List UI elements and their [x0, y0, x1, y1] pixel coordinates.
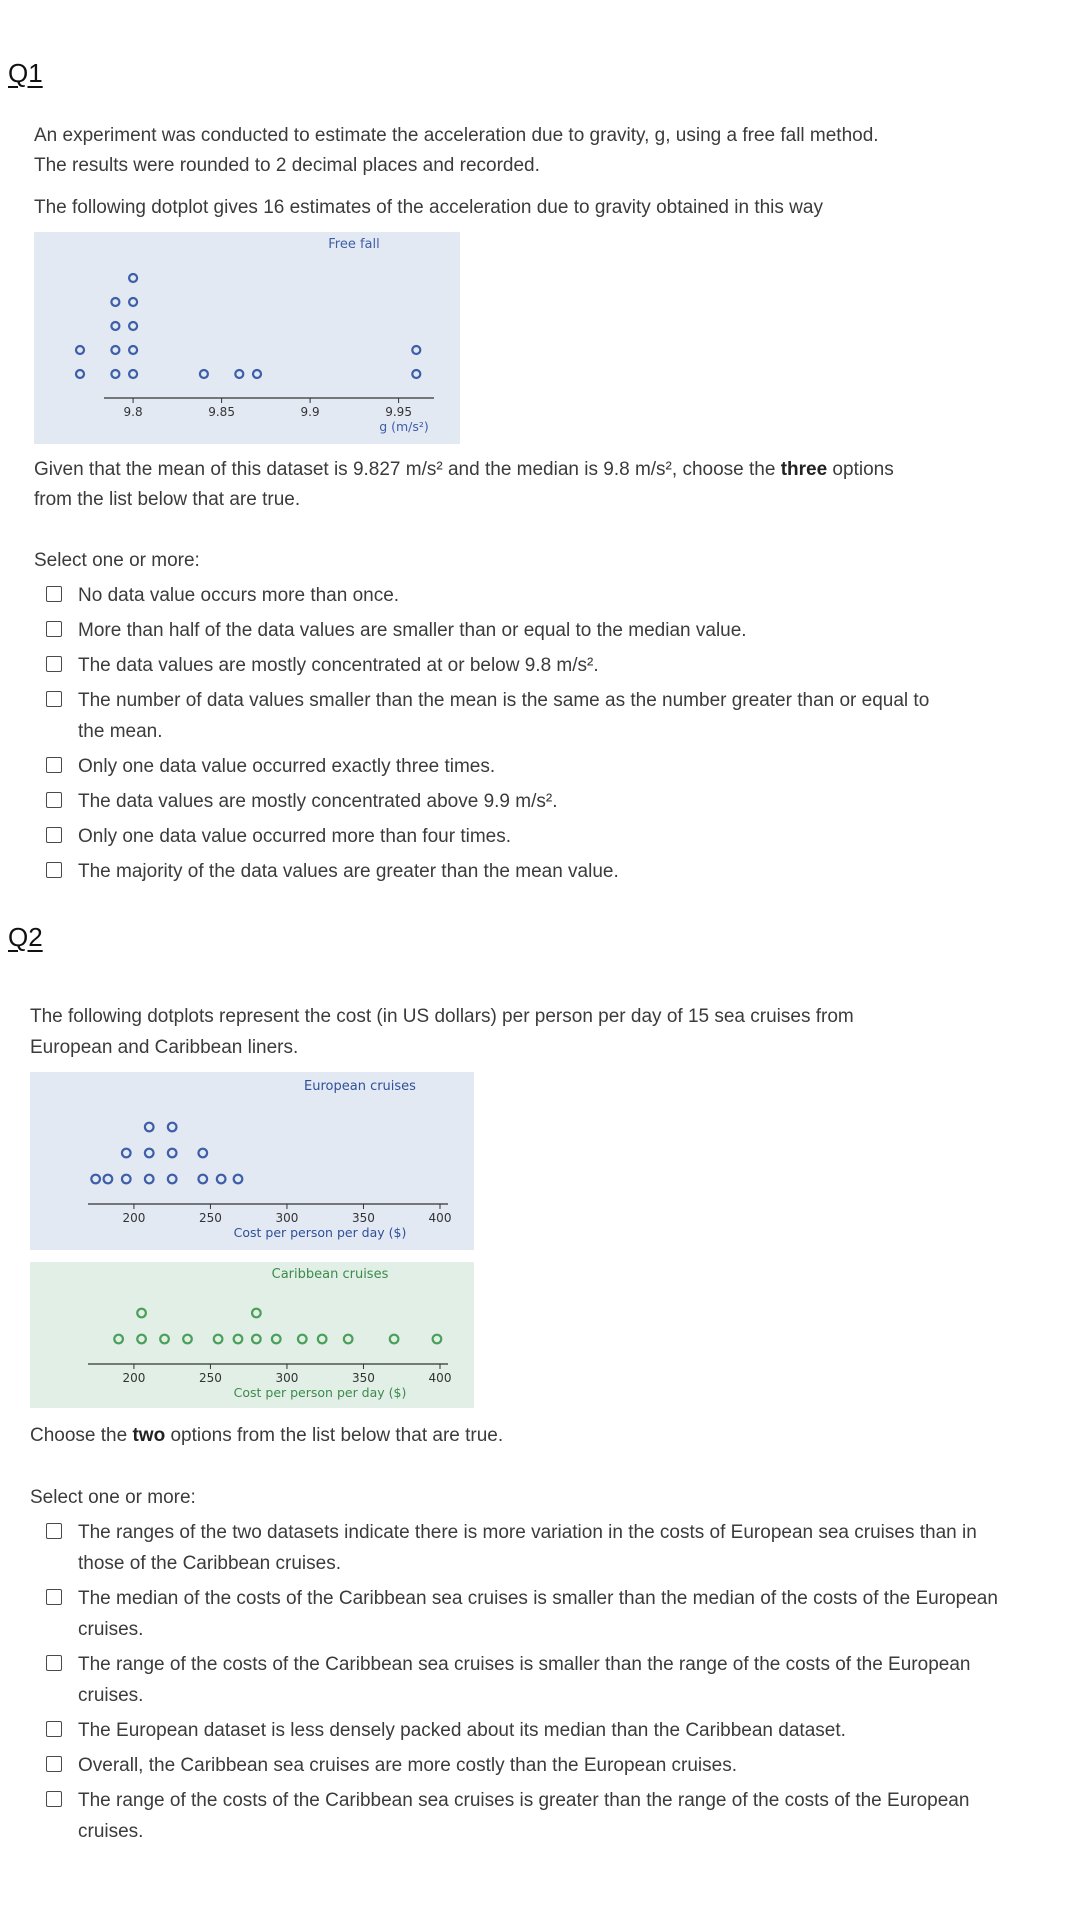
q2-option-4[interactable]: [44, 1715, 1004, 1746]
q2-choose-post: options from the list below that are true.: [165, 1425, 504, 1446]
q2-option-6-label: The range of the costs of the Caribbean sea cruises is greater than the range of the costs of the European cruises.: [78, 1790, 970, 1842]
x-tick-label: 250: [198, 1371, 222, 1385]
q1-option-7[interactable]: [44, 821, 944, 852]
q2-option-4-label: The European dataset is less densely packed about its median than the Caribbean dataset.: [78, 1720, 846, 1741]
q1-given-line-2: from the list below that are true.: [34, 489, 301, 510]
q1-option-1-checkbox[interactable]: [46, 586, 62, 602]
european-cruises-dotplot: [30, 1072, 474, 1255]
q2-option-5-checkbox[interactable]: [46, 1756, 62, 1772]
q2-choose-line: [30, 1420, 503, 1452]
q1-intro-line-1: An experiment was conducted to estimate the acceleration due to gravity, g, using a free fall method.: [34, 125, 879, 146]
q2-option-4-checkbox[interactable]: [46, 1721, 62, 1737]
plot-title: Free fall: [328, 237, 380, 252]
q2-intro-line-2: European and Caribbean liners.: [30, 1037, 299, 1058]
q1-select-label: Select one or more:: [34, 550, 200, 571]
q2-option-5[interactable]: [44, 1750, 1004, 1781]
q1-option-4[interactable]: [44, 685, 944, 747]
x-tick-label: 300: [275, 1211, 299, 1225]
q2-option-1-label: The ranges of the two datasets indicate there is more variation in the costs of European sea cruises than in those of the Caribbean cruises.: [78, 1522, 977, 1574]
q2-choose-bold: two: [132, 1425, 166, 1446]
q1-given-pre: Given that the mean of this dataset is 9.827 m/s² and the median is 9.8 m/s², choose the: [34, 459, 781, 480]
q1-option-6-checkbox[interactable]: [46, 792, 62, 808]
q2-option-2-label: The median of the costs of the Caribbean sea cruises is smaller than the median of the costs of the European cruises.: [78, 1588, 998, 1640]
q1-option-5-label: Only one data value occurred exactly three times.: [78, 756, 496, 777]
q1-option-6-label: The data values are mostly concentrated above 9.9 m/s².: [78, 791, 558, 812]
q1-option-2[interactable]: [44, 615, 944, 646]
x-tick-label: 400: [428, 1211, 452, 1225]
q1-given-line-1: [34, 454, 894, 486]
question-1-heading: Q1: [8, 58, 43, 88]
question-2-heading: Q2: [8, 922, 43, 952]
q2-intro-line-1: The following dotplots represent the cost (in US dollars) per person per day of 15 sea cruises from: [30, 1006, 854, 1027]
q1-option-2-label: More than half of the data values are smaller than or equal to the median value.: [78, 620, 747, 641]
q1-option-8-label: The majority of the data values are greater than the mean value.: [78, 861, 619, 882]
x-tick-label: 9.95: [385, 405, 412, 419]
q1-option-1-label: No data value occurs more than once.: [78, 585, 400, 606]
x-tick-label: 350: [352, 1211, 375, 1225]
q2-option-3[interactable]: [44, 1649, 1004, 1711]
x-axis-label: Cost per person per day ($): [233, 1385, 407, 1400]
x-tick-label: 250: [198, 1211, 222, 1225]
q1-option-8[interactable]: [44, 856, 944, 887]
q1-option-6[interactable]: [44, 786, 944, 817]
x-tick-label: 200: [122, 1371, 146, 1385]
q2-option-1[interactable]: [44, 1517, 1004, 1579]
x-tick-label: 9.8: [123, 405, 143, 419]
free-fall-dotplot-svg: [34, 232, 460, 444]
q2-option-6[interactable]: [44, 1785, 1004, 1847]
x-tick-label: 400: [428, 1371, 452, 1385]
q1-option-7-checkbox[interactable]: [46, 827, 62, 843]
caribbean-cruises-dotplot: [30, 1262, 474, 1413]
q1-option-7-label: Only one data value occurred more than four times.: [78, 826, 512, 847]
european-cruises-dotplot-svg: [30, 1072, 474, 1250]
q2-option-6-checkbox[interactable]: [46, 1791, 62, 1807]
plot-title: Caribbean cruises: [271, 1267, 389, 1282]
q1-option-5-checkbox[interactable]: [46, 757, 62, 773]
q2-option-2-checkbox[interactable]: [46, 1589, 62, 1605]
q2-option-3-checkbox[interactable]: [46, 1655, 62, 1671]
q2-option-3-label: The range of the costs of the Caribbean sea cruises is smaller than the range of the costs of the European cruises.: [78, 1654, 971, 1706]
q2-option-5-label: Overall, the Caribbean sea cruises are more costly than the European cruises.: [78, 1755, 737, 1776]
plot-title: European cruises: [304, 1079, 416, 1094]
q1-option-3-label: The data values are mostly concentrated at or below 9.8 m/s².: [78, 655, 599, 676]
q1-dotplot: [34, 232, 460, 449]
q1-option-2-checkbox[interactable]: [46, 621, 62, 637]
q1-option-3-checkbox[interactable]: [46, 656, 62, 672]
q2-choose-pre: Choose the: [30, 1425, 133, 1446]
q2-option-2[interactable]: [44, 1583, 1004, 1645]
q1-option-4-checkbox[interactable]: [46, 691, 62, 707]
q1-options-list: [44, 580, 944, 891]
x-tick-label: 300: [275, 1371, 299, 1385]
x-tick-label: 200: [122, 1211, 146, 1225]
x-axis-label: Cost per person per day ($): [233, 1225, 407, 1240]
q1-given-bold: three: [780, 459, 828, 480]
x-axis-label: g (m/s²): [379, 419, 429, 434]
caribbean-cruises-dotplot-svg: [30, 1262, 474, 1408]
q2-select-label: Select one or more:: [30, 1487, 196, 1508]
x-tick-label: 9.9: [300, 405, 320, 419]
x-tick-label: 9.85: [208, 405, 235, 419]
q1-intro-line-2: The results were rounded to 2 decimal places and recorded.: [34, 155, 540, 176]
x-tick-label: 350: [352, 1371, 375, 1385]
q1-option-8-checkbox[interactable]: [46, 862, 62, 878]
plot-background: [30, 1072, 474, 1250]
q1-option-4-label: The number of data values smaller than the mean is the same as the number greater than or equal to the mean.: [78, 690, 930, 742]
q1-intro-line-3: The following dotplot gives 16 estimates of the acceleration due to gravity obtained in this way: [34, 197, 823, 218]
q2-option-1-checkbox[interactable]: [46, 1523, 62, 1539]
q1-option-3[interactable]: [44, 650, 944, 681]
q1-given-post: options: [827, 459, 894, 480]
q1-option-5[interactable]: [44, 751, 944, 782]
q2-options-list: [44, 1517, 1004, 1851]
q1-option-1[interactable]: [44, 580, 944, 611]
